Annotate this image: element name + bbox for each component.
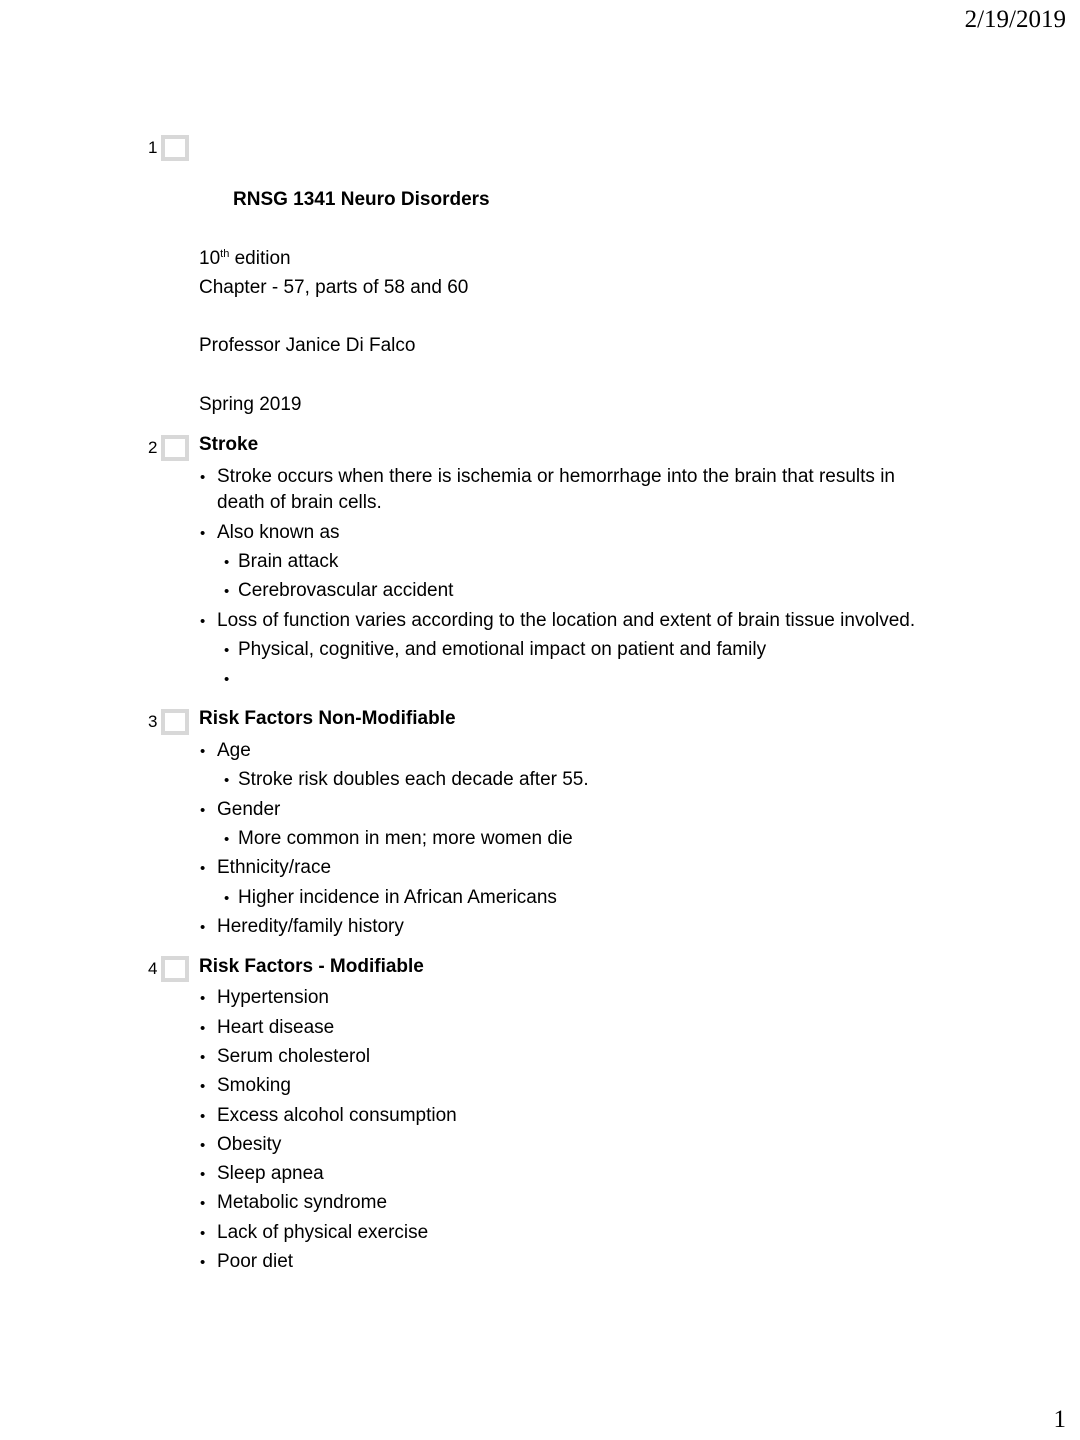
bullet-item: • Gender bbox=[200, 799, 281, 820]
slide-heading: Stroke bbox=[199, 434, 259, 455]
bullet-icon: • bbox=[200, 990, 206, 1007]
notes-checkbox[interactable] bbox=[161, 135, 189, 161]
bullet-icon: • bbox=[200, 1049, 206, 1066]
bullet-item: • Age bbox=[200, 740, 251, 761]
bullet-item: • Sleep apnea bbox=[200, 1163, 324, 1184]
bullet-icon: • bbox=[200, 525, 206, 542]
professor-text: Professor Janice Di Falco bbox=[199, 335, 416, 356]
bullet-icon: • bbox=[200, 802, 206, 819]
bullet-item: • Loss of function varies according to the location and extent of brain tissue involved. bbox=[200, 610, 916, 631]
bullet-item: • Obesity bbox=[200, 1134, 282, 1155]
page-number: 1 bbox=[1053, 1406, 1066, 1433]
bullet-icon: • bbox=[200, 1020, 206, 1037]
bullet-icon: • bbox=[200, 743, 206, 760]
term-text: Spring 2019 bbox=[199, 394, 302, 415]
bullet-item: • Lack of physical exercise bbox=[200, 1222, 429, 1243]
edition-text: 10th edition bbox=[199, 248, 291, 269]
bullet-icon: • bbox=[200, 613, 206, 630]
sub-bullet-item: • Higher incidence in African Americans bbox=[224, 887, 557, 908]
bullet-icon: • bbox=[224, 583, 230, 600]
slide-marker-2 bbox=[148, 435, 189, 461]
bullet-icon: • bbox=[224, 772, 230, 789]
bullet-item: • Also known as bbox=[200, 522, 340, 543]
bullet-item: • Serum cholesterol bbox=[200, 1046, 371, 1067]
bullet-icon: • bbox=[200, 860, 206, 877]
bullet-item: • Metabolic syndrome bbox=[200, 1192, 388, 1213]
bullet-item: • Excess alcohol consumption bbox=[200, 1105, 457, 1126]
slide-number: 3 bbox=[148, 712, 158, 731]
bullet-icon: • bbox=[200, 1195, 206, 1212]
sub-bullet-item bbox=[224, 668, 238, 690]
course-title: RNSG 1341 Neuro Disorders bbox=[233, 189, 490, 210]
bullet-icon: • bbox=[200, 1166, 206, 1183]
notes-checkbox[interactable] bbox=[161, 956, 189, 982]
bullet-icon: • bbox=[200, 1108, 206, 1125]
chapter-text: Chapter - 57, parts of 58 and 60 bbox=[199, 277, 469, 298]
bullet-continuation: death of brain cells. bbox=[217, 492, 382, 513]
sub-bullet-item: • Cerebrovascular accident bbox=[224, 580, 454, 601]
bullet-icon: • bbox=[224, 671, 230, 688]
bullet-icon: • bbox=[224, 831, 230, 848]
bullet-item: • Hypertension bbox=[200, 987, 329, 1008]
bullet-icon: • bbox=[200, 1137, 206, 1154]
bullet-icon: • bbox=[200, 469, 206, 486]
slide-marker-1 bbox=[148, 135, 189, 161]
notes-checkbox[interactable] bbox=[161, 435, 189, 461]
bullet-icon: • bbox=[200, 1254, 206, 1271]
slide-number: 2 bbox=[148, 438, 158, 457]
bullet-icon: • bbox=[200, 1225, 206, 1242]
slide-heading: Risk Factors Non-Modifiable bbox=[199, 708, 456, 729]
bullet-item: • Stroke occurs when there is ischemia or hemorrhage into the brain that results in bbox=[200, 466, 895, 487]
sub-bullet-item: • Stroke risk doubles each decade after 55. bbox=[224, 769, 589, 790]
sub-bullet-item: • More common in men; more women die bbox=[224, 828, 573, 849]
sub-bullet-item: • Brain attack bbox=[224, 551, 339, 572]
bullet-icon: • bbox=[224, 554, 230, 571]
slide-marker-4 bbox=[148, 956, 189, 982]
bullet-icon: • bbox=[200, 919, 206, 936]
bullet-item: • Ethnicity/race bbox=[200, 857, 332, 878]
bullet-item: • Poor diet bbox=[200, 1251, 294, 1272]
bullet-icon: • bbox=[200, 1078, 206, 1095]
sub-bullet-item: • Physical, cognitive, and emotional impact on patient and family bbox=[224, 639, 767, 660]
bullet-icon: • bbox=[224, 890, 230, 907]
bullet-item: • Heredity/family history bbox=[200, 916, 404, 937]
bullet-item: • Heart disease bbox=[200, 1017, 335, 1038]
print-date: 2/19/2019 bbox=[964, 6, 1066, 33]
notes-checkbox[interactable] bbox=[161, 709, 189, 735]
slide-heading: Risk Factors - Modifiable bbox=[199, 956, 424, 977]
slide-number: 4 bbox=[148, 959, 158, 978]
slide-marker-3 bbox=[148, 709, 189, 735]
bullet-icon: • bbox=[224, 642, 230, 659]
slide-number: 1 bbox=[148, 138, 158, 157]
bullet-item: • Smoking bbox=[200, 1075, 291, 1096]
